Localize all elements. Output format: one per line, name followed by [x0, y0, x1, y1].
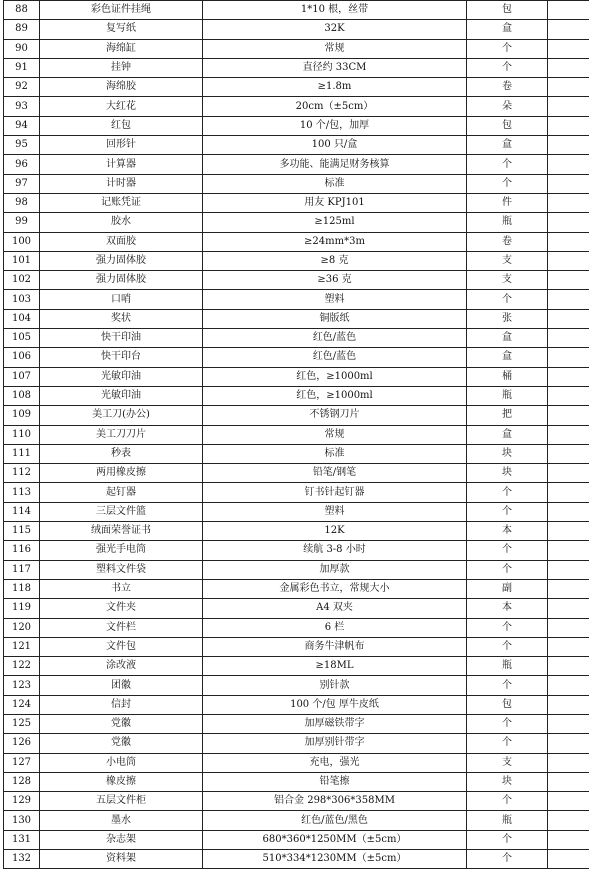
row-number: 93	[4, 97, 40, 116]
item-unit: 盒	[467, 136, 548, 155]
table-row	[4, 792, 589, 811]
row-number: 97	[4, 174, 40, 193]
table-row	[4, 676, 589, 695]
item-spec: ≥36 克	[203, 271, 467, 290]
item-name: 美工刀(办公)	[40, 406, 203, 425]
item-spec: 塑料	[203, 290, 467, 309]
table-row	[4, 811, 589, 830]
item-name: 橡皮擦	[40, 772, 203, 791]
item-spec: 标准	[203, 444, 467, 463]
item-name: 党徽	[40, 734, 203, 753]
table-row	[4, 734, 589, 753]
extra-cell	[548, 444, 589, 463]
item-spec: ≥18ML	[203, 657, 467, 676]
item-name: 资料架	[40, 850, 203, 869]
table-row	[4, 136, 589, 155]
extra-cell	[548, 406, 589, 425]
item-unit: 卷	[467, 232, 548, 251]
extra-cell	[548, 213, 589, 232]
item-spec: 不锈钢刀片	[203, 406, 467, 425]
row-number: 99	[4, 213, 40, 232]
item-unit: 副	[467, 579, 548, 598]
extra-cell	[548, 850, 589, 869]
extra-cell	[548, 637, 589, 656]
item-spec: 红色/蓝色	[203, 348, 467, 367]
item-name: 快干印油	[40, 329, 203, 348]
table-row	[4, 1, 589, 20]
item-spec: 商务牛津帆布	[203, 637, 467, 656]
table-row	[4, 522, 589, 541]
row-number: 112	[4, 464, 40, 483]
item-name: 涂改液	[40, 657, 203, 676]
item-spec: 20cm（±5cm）	[203, 97, 467, 116]
item-name: 强光手电筒	[40, 541, 203, 560]
row-number: 92	[4, 78, 40, 97]
extra-cell	[548, 695, 589, 714]
row-number: 127	[4, 753, 40, 772]
extra-cell	[548, 657, 589, 676]
table-row	[4, 174, 589, 193]
item-unit: 盒	[467, 20, 548, 39]
item-name: 文件包	[40, 637, 203, 656]
item-name: 书立	[40, 579, 203, 598]
item-unit: 瓶	[467, 657, 548, 676]
row-number: 111	[4, 444, 40, 463]
item-unit: 把	[467, 406, 548, 425]
table-row	[4, 618, 589, 637]
item-unit: 盒	[467, 425, 548, 444]
item-name: 绒面荣誉证书	[40, 522, 203, 541]
extra-cell	[548, 464, 589, 483]
item-name: 计算器	[40, 155, 203, 174]
item-name: 大红花	[40, 97, 203, 116]
item-name: 两用橡皮擦	[40, 464, 203, 483]
item-spec: 常规	[203, 39, 467, 58]
item-unit: 个	[467, 676, 548, 695]
extra-cell	[548, 136, 589, 155]
item-spec: 多功能、能满足财务核算	[203, 155, 467, 174]
item-spec: 680*360*1250MM（±5cm）	[203, 830, 467, 849]
item-name: 党徽	[40, 714, 203, 733]
item-name: 彩色证件挂绳	[40, 1, 203, 20]
item-spec: 100 个/包 厚牛皮纸	[203, 695, 467, 714]
extra-cell	[548, 174, 589, 193]
item-unit: 盒	[467, 329, 548, 348]
row-number: 110	[4, 425, 40, 444]
item-name: 光敏印油	[40, 367, 203, 386]
extra-cell	[548, 367, 589, 386]
item-unit: 包	[467, 116, 548, 135]
table-row	[4, 753, 589, 772]
item-name: 墨水	[40, 811, 203, 830]
item-unit: 支	[467, 753, 548, 772]
row-number: 103	[4, 290, 40, 309]
item-spec: 铅笔擦	[203, 772, 467, 791]
table-row	[4, 251, 589, 270]
item-unit: 支	[467, 271, 548, 290]
item-spec: ≥125ml	[203, 213, 467, 232]
row-number: 132	[4, 850, 40, 869]
row-number: 122	[4, 657, 40, 676]
item-name: 塑料文件袋	[40, 560, 203, 579]
item-unit: 朵	[467, 97, 548, 116]
extra-cell	[548, 232, 589, 251]
table-row	[4, 39, 589, 58]
table-row	[4, 657, 589, 676]
item-unit: 块	[467, 444, 548, 463]
extra-cell	[548, 271, 589, 290]
item-unit: 块	[467, 464, 548, 483]
extra-cell	[548, 425, 589, 444]
item-name: 奖状	[40, 309, 203, 328]
row-number: 105	[4, 329, 40, 348]
table-row	[4, 772, 589, 791]
extra-cell	[548, 97, 589, 116]
table-row	[4, 232, 589, 251]
item-name: 美工刀刀片	[40, 425, 203, 444]
extra-cell	[548, 329, 589, 348]
table-row	[4, 116, 589, 135]
item-name: 快干印台	[40, 348, 203, 367]
item-name: 红包	[40, 116, 203, 135]
table-row	[4, 367, 589, 386]
item-unit: 瓶	[467, 811, 548, 830]
row-number: 102	[4, 271, 40, 290]
extra-cell	[548, 78, 589, 97]
row-number: 90	[4, 39, 40, 58]
item-spec: 红色，≥1000ml	[203, 386, 467, 405]
row-number: 117	[4, 560, 40, 579]
item-unit: 个	[467, 155, 548, 174]
extra-cell	[548, 58, 589, 77]
table-row	[4, 444, 589, 463]
table-row	[4, 579, 589, 598]
extra-cell	[548, 599, 589, 618]
item-spec: 标准	[203, 174, 467, 193]
supplies-table	[3, 0, 589, 869]
item-unit: 件	[467, 193, 548, 212]
item-name: 双面胶	[40, 232, 203, 251]
extra-cell	[548, 734, 589, 753]
table-row	[4, 329, 589, 348]
row-number: 123	[4, 676, 40, 695]
table-row	[4, 425, 589, 444]
item-unit: 张	[467, 309, 548, 328]
row-number: 98	[4, 193, 40, 212]
item-unit: 本	[467, 599, 548, 618]
row-number: 131	[4, 830, 40, 849]
item-name: 五层文件柜	[40, 792, 203, 811]
item-unit: 本	[467, 522, 548, 541]
extra-cell	[548, 830, 589, 849]
item-spec: 别针款	[203, 676, 467, 695]
table-row	[4, 20, 589, 39]
item-unit: 卷	[467, 78, 548, 97]
row-number: 128	[4, 772, 40, 791]
item-spec: 6 栏	[203, 618, 467, 637]
item-spec: 加厚磁铁带字	[203, 714, 467, 733]
extra-cell	[548, 309, 589, 328]
row-number: 118	[4, 579, 40, 598]
extra-cell	[548, 39, 589, 58]
row-number: 125	[4, 714, 40, 733]
item-spec: 红色/蓝色/黑色	[203, 811, 467, 830]
extra-cell	[548, 676, 589, 695]
item-name: 海绵胶	[40, 78, 203, 97]
item-unit: 桶	[467, 367, 548, 386]
item-spec: 红色，≥1000ml	[203, 367, 467, 386]
table-row	[4, 78, 589, 97]
row-number: 116	[4, 541, 40, 560]
row-number: 130	[4, 811, 40, 830]
item-spec: 铜版纸	[203, 309, 467, 328]
extra-cell	[548, 579, 589, 598]
item-spec: 塑料	[203, 502, 467, 521]
item-name: 记账凭证	[40, 193, 203, 212]
item-name: 信封	[40, 695, 203, 714]
row-number: 91	[4, 58, 40, 77]
row-number: 120	[4, 618, 40, 637]
item-name: 挂钟	[40, 58, 203, 77]
extra-cell	[548, 811, 589, 830]
extra-cell	[548, 290, 589, 309]
row-number: 129	[4, 792, 40, 811]
item-spec: 钉书针起钉器	[203, 483, 467, 502]
item-unit: 个	[467, 850, 548, 869]
item-unit: 包	[467, 695, 548, 714]
item-unit: 个	[467, 830, 548, 849]
row-number: 106	[4, 348, 40, 367]
item-name: 计时器	[40, 174, 203, 193]
item-spec: 用友 KPJ101	[203, 193, 467, 212]
item-unit: 块	[467, 772, 548, 791]
extra-cell	[548, 541, 589, 560]
table-row	[4, 483, 589, 502]
item-name: 复写纸	[40, 20, 203, 39]
item-name: 海绵缸	[40, 39, 203, 58]
row-number: 109	[4, 406, 40, 425]
row-number: 101	[4, 251, 40, 270]
item-unit: 个	[467, 714, 548, 733]
extra-cell	[548, 618, 589, 637]
item-unit: 个	[467, 734, 548, 753]
table-row	[4, 271, 589, 290]
item-spec: 加厚款	[203, 560, 467, 579]
extra-cell	[548, 251, 589, 270]
item-unit: 个	[467, 637, 548, 656]
row-number: 95	[4, 136, 40, 155]
item-unit: 瓶	[467, 386, 548, 405]
table-row	[4, 193, 589, 212]
item-spec: 12K	[203, 522, 467, 541]
extra-cell	[548, 386, 589, 405]
table-row	[4, 386, 589, 405]
table-row	[4, 155, 589, 174]
item-spec: 红色/蓝色	[203, 329, 467, 348]
item-name: 口哨	[40, 290, 203, 309]
table-row	[4, 599, 589, 618]
table-row	[4, 58, 589, 77]
table-row	[4, 290, 589, 309]
table-row	[4, 637, 589, 656]
extra-cell	[548, 792, 589, 811]
row-number: 100	[4, 232, 40, 251]
table-row	[4, 97, 589, 116]
row-number: 114	[4, 502, 40, 521]
item-name: 胶水	[40, 213, 203, 232]
item-spec: ≥1.8m	[203, 78, 467, 97]
extra-cell	[548, 522, 589, 541]
item-unit: 个	[467, 541, 548, 560]
item-spec: 金属彩色书立，常规大小	[203, 579, 467, 598]
item-unit: 包	[467, 1, 548, 20]
item-name: 起钉器	[40, 483, 203, 502]
item-unit: 瓶	[467, 213, 548, 232]
table-row	[4, 850, 589, 869]
table-row	[4, 560, 589, 579]
row-number: 104	[4, 309, 40, 328]
item-spec: 加厚别针带字	[203, 734, 467, 753]
item-unit: 支	[467, 251, 548, 270]
item-unit: 个	[467, 39, 548, 58]
item-spec: 1*10 根，丝带	[203, 1, 467, 20]
extra-cell	[548, 772, 589, 791]
extra-cell	[548, 714, 589, 733]
row-number: 96	[4, 155, 40, 174]
item-name: 强力固体胶	[40, 271, 203, 290]
item-unit: 盒	[467, 348, 548, 367]
extra-cell	[548, 560, 589, 579]
table-row	[4, 309, 589, 328]
row-number: 121	[4, 637, 40, 656]
item-spec: 10 个/包，加厚	[203, 116, 467, 135]
row-number: 119	[4, 599, 40, 618]
item-spec: ≥24mm*3m	[203, 232, 467, 251]
item-spec: 510*334*1230MM（±5cm）	[203, 850, 467, 869]
extra-cell	[548, 1, 589, 20]
table-row	[4, 502, 589, 521]
item-spec: 100 只/盒	[203, 136, 467, 155]
item-spec: 铅笔/钢笔	[203, 464, 467, 483]
table-row	[4, 213, 589, 232]
extra-cell	[548, 155, 589, 174]
item-name: 杂志架	[40, 830, 203, 849]
item-unit: 个	[467, 560, 548, 579]
item-name: 强力固体胶	[40, 251, 203, 270]
item-name: 文件夹	[40, 599, 203, 618]
row-number: 107	[4, 367, 40, 386]
extra-cell	[548, 20, 589, 39]
row-number: 113	[4, 483, 40, 502]
item-unit: 个	[467, 618, 548, 637]
table-row	[4, 406, 589, 425]
item-spec: 32K	[203, 20, 467, 39]
item-spec: A4 双夹	[203, 599, 467, 618]
row-number: 124	[4, 695, 40, 714]
item-spec: ≥8 克	[203, 251, 467, 270]
item-name: 团徽	[40, 676, 203, 695]
extra-cell	[548, 483, 589, 502]
item-unit: 个	[467, 174, 548, 193]
table-row	[4, 830, 589, 849]
item-name: 三层文件篮	[40, 502, 203, 521]
item-name: 文件栏	[40, 618, 203, 637]
table-row	[4, 348, 589, 367]
item-spec: 常规	[203, 425, 467, 444]
item-spec: 续航 3-8 小时	[203, 541, 467, 560]
item-unit: 个	[467, 58, 548, 77]
item-spec: 直径约 33CM	[203, 58, 467, 77]
table-row	[4, 695, 589, 714]
extra-cell	[548, 348, 589, 367]
item-unit: 个	[467, 502, 548, 521]
row-number: 108	[4, 386, 40, 405]
row-number: 94	[4, 116, 40, 135]
item-unit: 个	[467, 290, 548, 309]
extra-cell	[548, 502, 589, 521]
item-spec: 铝合金 298*306*358MM	[203, 792, 467, 811]
item-spec: 充电，强光	[203, 753, 467, 772]
table-row	[4, 464, 589, 483]
extra-cell	[548, 116, 589, 135]
item-unit: 个	[467, 792, 548, 811]
extra-cell	[548, 193, 589, 212]
row-number: 88	[4, 1, 40, 20]
extra-cell	[548, 753, 589, 772]
item-name: 秒表	[40, 444, 203, 463]
table-row	[4, 541, 589, 560]
table-row	[4, 714, 589, 733]
row-number: 115	[4, 522, 40, 541]
item-name: 小电筒	[40, 753, 203, 772]
supplies-table-body	[4, 1, 589, 869]
row-number: 126	[4, 734, 40, 753]
row-number: 89	[4, 20, 40, 39]
item-unit: 个	[467, 483, 548, 502]
item-name: 光敏印油	[40, 386, 203, 405]
item-name: 回形针	[40, 136, 203, 155]
